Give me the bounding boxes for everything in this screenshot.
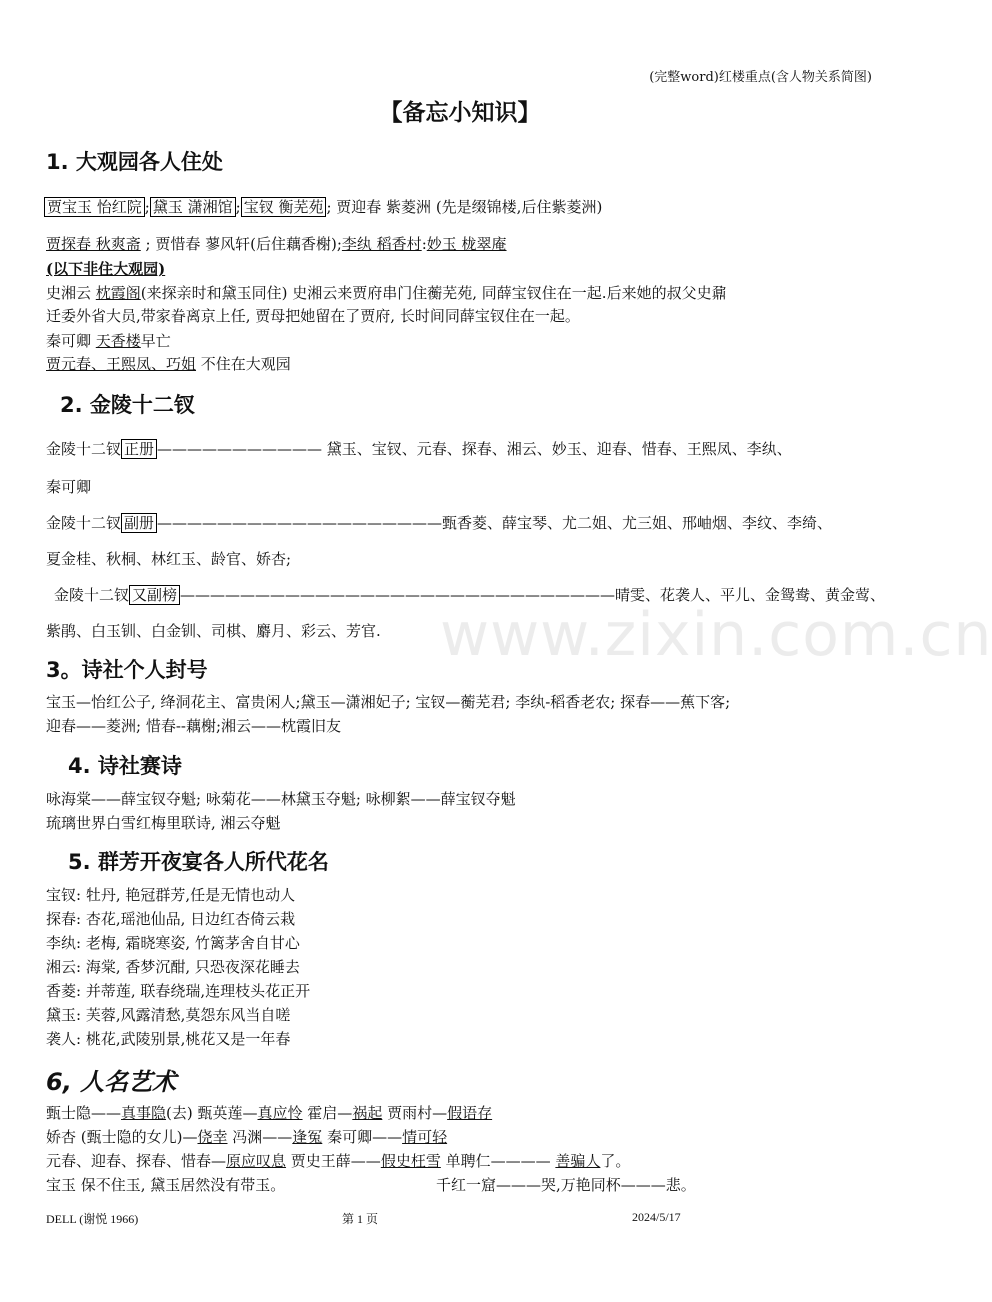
s2-line-6: 紫鹃、白玉钏、白金钏、司棋、麝月、彩云、芳官. xyxy=(46,622,381,640)
s2-line-2: 秦可卿 xyxy=(46,478,92,496)
s6-row-4b: 千红一窟———哭,万艳同杯———悲。 xyxy=(436,1176,696,1194)
s1-row-4: 史湘云 枕霞阁(来探亲时和黛玉同住) 史湘云来贾府串门住蘅芜苑, 同薛宝钗住在一起.后来她的叔父史鼐 xyxy=(46,284,727,302)
s3-line-1: 宝玉—怡红公子, 绛洞花主、富贵闲人;黛玉—潇湘妃子; 宝钗—蘅芜君; 李纨-稻香老农; 探春——蕉下客; xyxy=(46,693,731,711)
s3-line-2: 迎春——菱洲; 惜春--藕榭;湘云——枕霞旧友 xyxy=(46,717,342,735)
section-1-heading: 1. 大观园各人住处 xyxy=(46,150,223,174)
footer-date: 2024/5/17 xyxy=(632,1210,681,1224)
s1-row-1: 贾宝玉 怡红院 ; 黛玉 潇湘馆 ; 宝钗 衡芜苑 ; 贾迎春 紫菱洲 (先是缀锦楼,后住紫菱洲) xyxy=(44,196,602,218)
flower-line: 宝钗: 牡丹, 艳冠群芳,任是无情也动人 xyxy=(46,886,296,904)
s6-row-3: 元春、迎春、探春、惜春—原应叹息 贾史王薛——假史枉雪 单聘仁———— 善骗人了。 xyxy=(46,1152,631,1170)
header-doc-title: (完整word)红楼重点(含人物关系简图) xyxy=(649,70,872,85)
flower-line: 湘云: 海棠, 香梦沉酣, 只恐夜深花睡去 xyxy=(46,958,300,976)
s1-row-7: 贾元春、王熙凤、巧姐 不住在大观园 xyxy=(46,355,291,373)
watermark: www.zixin.com.cn xyxy=(440,600,992,670)
section-2-heading: 2. 金陵十二钗 xyxy=(60,393,195,417)
residence-baochai: 宝钗 衡芜苑 xyxy=(241,197,327,217)
s2-line-5: 金陵十二钗 又副榜 —————————————————————————————晴雯、花袭人、平儿、金鸳鸯、黄金莺、 xyxy=(54,586,886,604)
flower-line: 香菱: 并蒂莲, 联春绕瑞,连理枝头花正开 xyxy=(46,982,311,1000)
page-title: 【备忘小知识】 xyxy=(379,99,541,126)
s1-row-6: 秦可卿 天香楼早亡 xyxy=(46,332,171,350)
s2-line-1: 金陵十二钗 正册 ——————————— 黛玉、宝钗、元春、探春、湘云、妙玉、迎春、惜春、王熙凤、李纨、 xyxy=(46,440,792,458)
s2-line-4: 夏金桂、秋桐、林红玉、龄官、娇杏; xyxy=(46,550,292,568)
section-5-heading: 5. 群芳开夜宴各人所代花名 xyxy=(68,850,329,874)
s1-row-2: 贾探春 秋爽斋 ; 贾惜春 蓼风轩(后住藕香榭);李纨 稻香村:妙玉 栊翠庵 xyxy=(46,235,507,253)
s6-row-2: 娇杏 (甄士隐的女儿)—侥幸 冯渊——逢冤 秦可卿——情可轻 xyxy=(46,1128,448,1146)
s1-note: (以下非住大观园) xyxy=(46,260,166,278)
section-3-heading: 3。诗社个人封号 xyxy=(46,658,208,682)
s1-row-5: 迁委外省大员,带家眷离京上任, 贾母把她留在了贾府, 长时间同薛宝钗住在一起。 xyxy=(46,307,580,325)
section-4-heading: 4. 诗社赛诗 xyxy=(68,754,182,778)
section-6-heading: 6, 人名艺术 xyxy=(46,1068,177,1096)
flower-line: 李纨: 老梅, 霜晓寒姿, 竹篱茅舍自甘心 xyxy=(46,934,300,952)
s6-row-1: 甄士隐——真事隐(去) 甄英莲—真应怜 霍启—祸起 贾雨村—假语存 xyxy=(46,1104,493,1122)
footer-author: DELL (谢悦 1966) xyxy=(46,1212,139,1226)
s4-line-2: 琉璃世界白雪红梅里联诗, 湘云夺魁 xyxy=(46,814,281,832)
flower-line: 黛玉: 芙蓉,风露清愁,莫怨东风当自嗟 xyxy=(46,1006,291,1024)
flower-line: 袭人: 桃花,武陵别景,桃花又是一年春 xyxy=(46,1030,291,1048)
s4-line-1: 咏海棠——薛宝钗夺魁; 咏菊花——林黛玉夺魁; 咏柳絮——薛宝钗夺魁 xyxy=(46,790,516,808)
residence-baoyu: 贾宝玉 怡红院 xyxy=(44,197,145,217)
s2-line-3: 金陵十二钗 副册 ———————————————————甄香菱、薛宝琴、尤二姐、尤三姐、邢岫烟、李纹、李绮、 xyxy=(46,514,833,532)
footer-page-number: 第 1 页 xyxy=(342,1212,379,1226)
flower-line: 探春: 杏花,瑶池仙品, 日边红杏倚云栽 xyxy=(46,910,296,928)
s6-row-4a: 宝玉 保不住玉, 黛玉居然没有带玉。 xyxy=(46,1176,286,1194)
residence-daiyu: 黛玉 潇湘馆 xyxy=(150,197,236,217)
